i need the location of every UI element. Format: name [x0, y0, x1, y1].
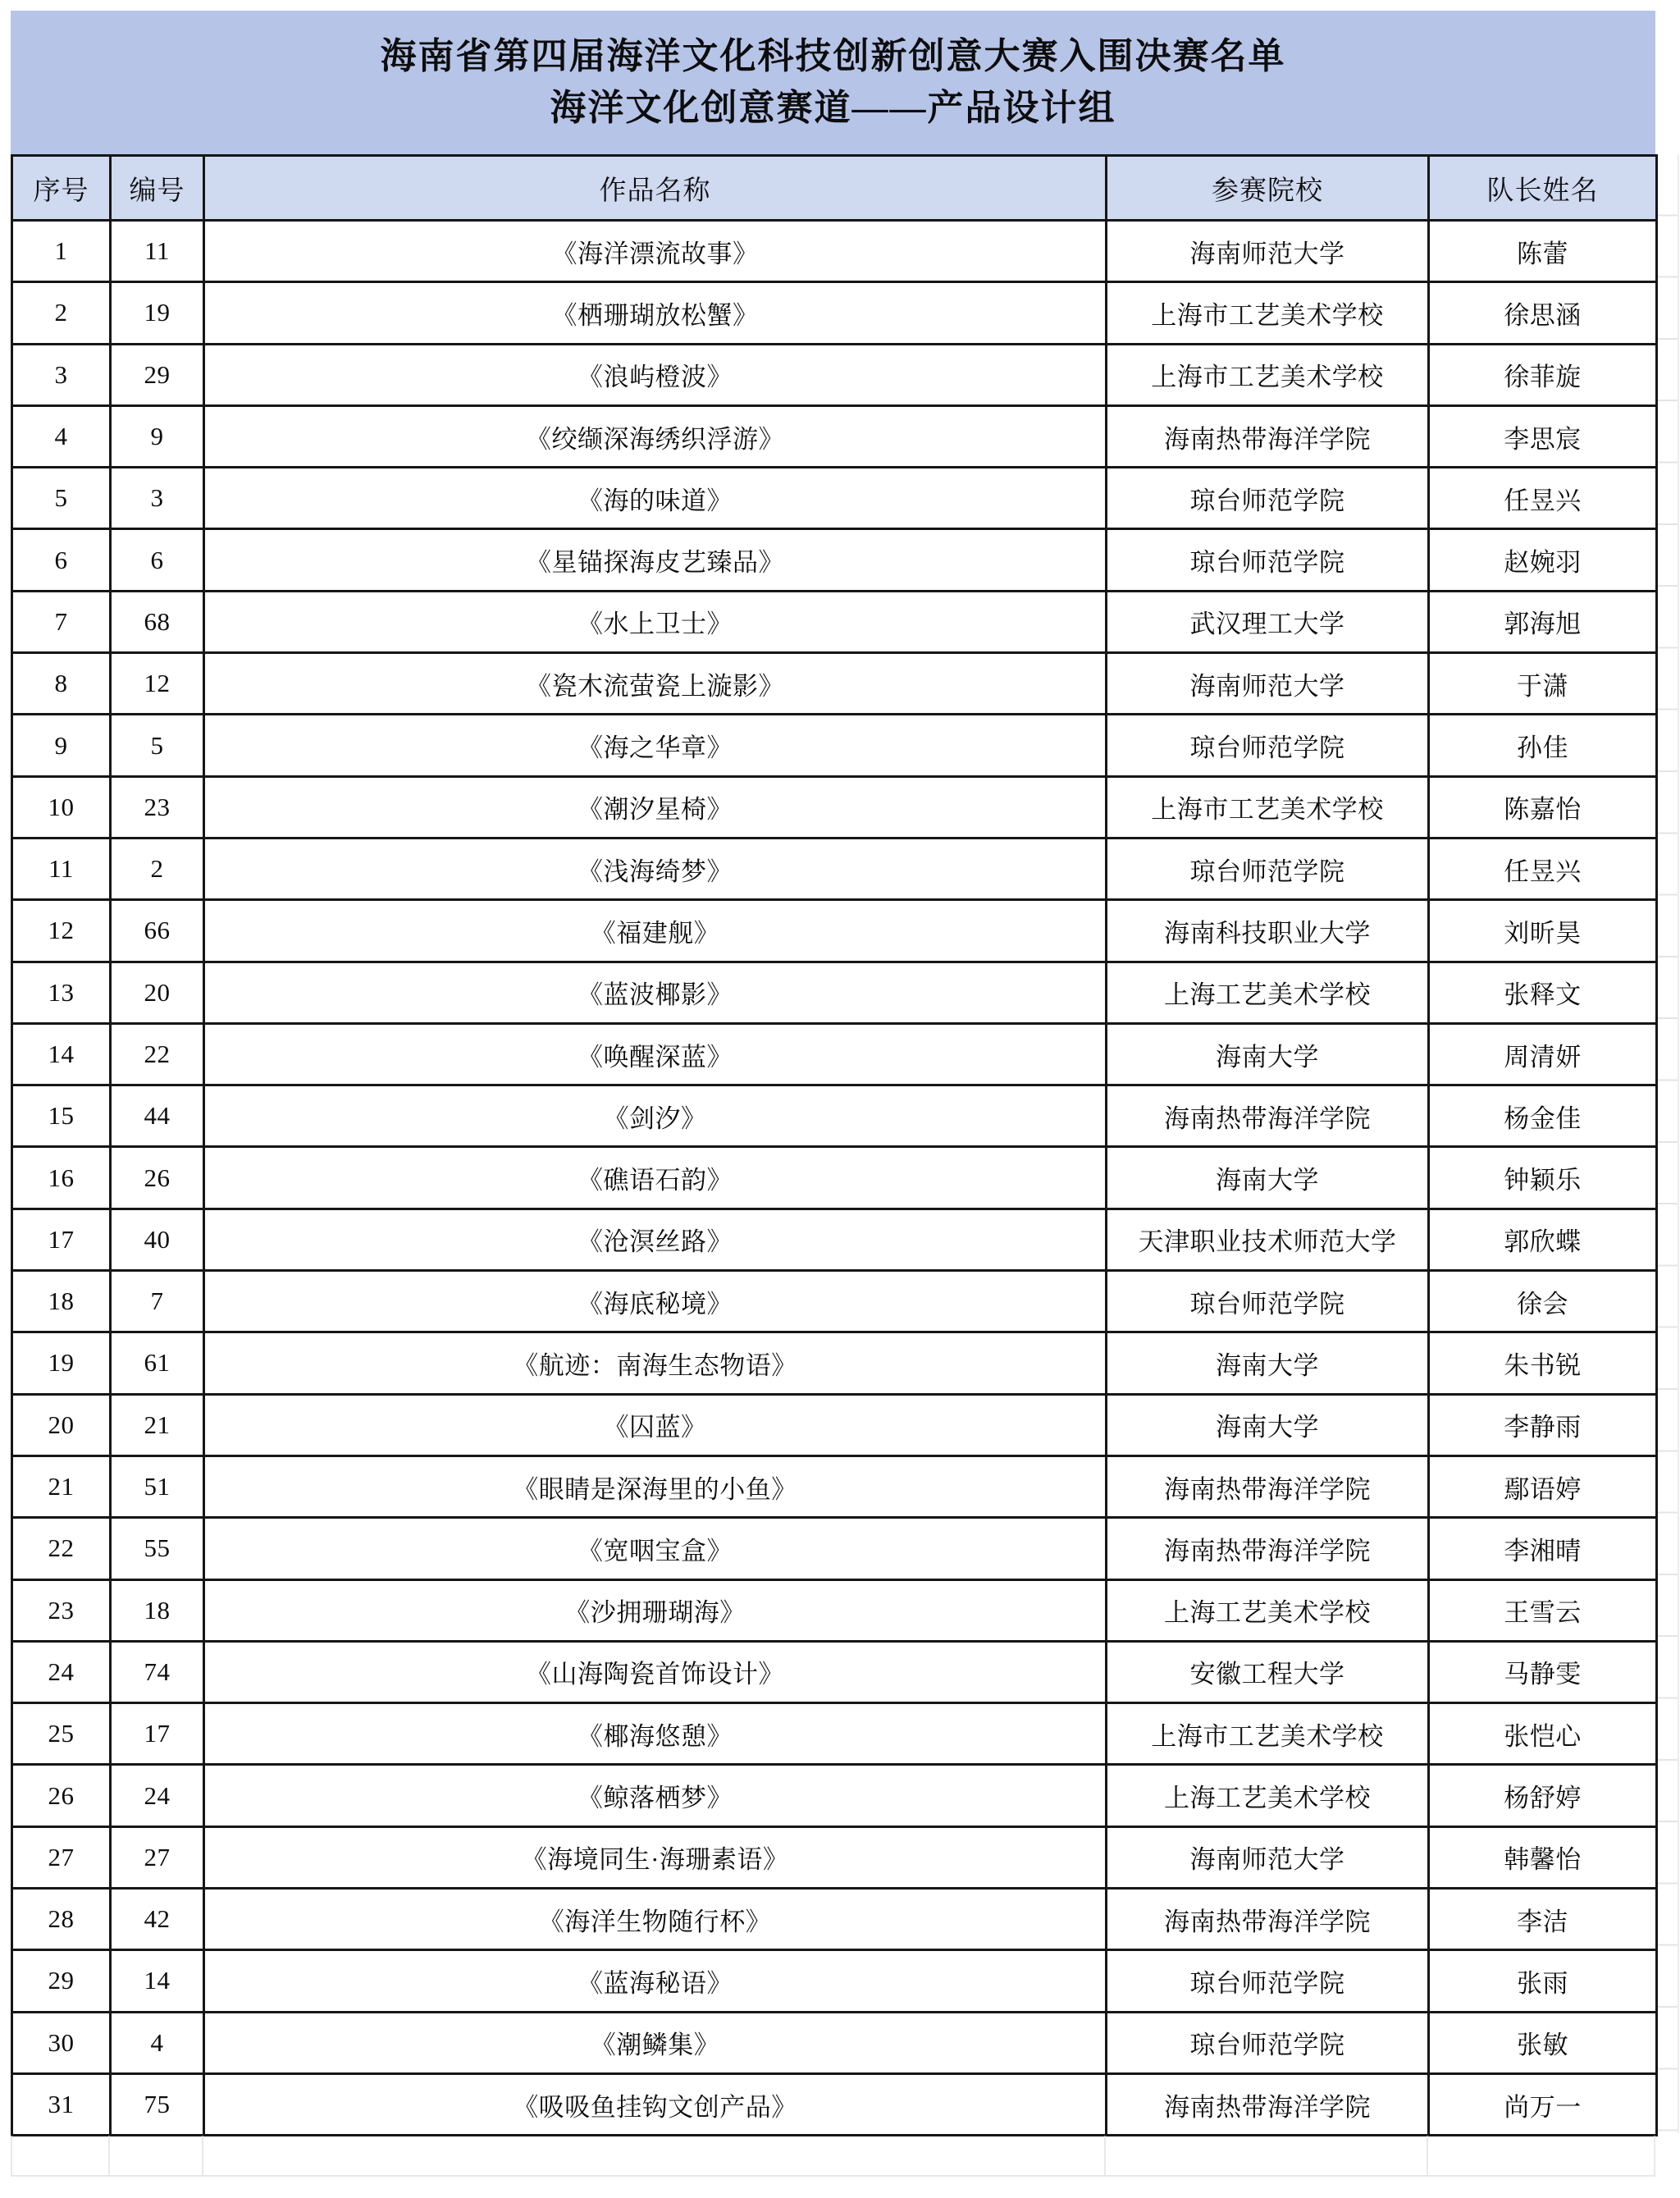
cell-code: 19: [111, 282, 204, 344]
cell-work: 《剑汐》: [204, 1085, 1107, 1147]
cell-captain: 马静雯: [1429, 1641, 1657, 1702]
cell-code: 5: [111, 715, 204, 776]
cell-captain: 钟颖乐: [1429, 1147, 1657, 1209]
cell-seq: 30: [12, 2012, 111, 2073]
cell-seq: 6: [12, 529, 111, 591]
cell-captain: 赵婉羽: [1429, 529, 1657, 591]
cell-code: 66: [111, 900, 204, 962]
cell-captain: 任昱兴: [1429, 468, 1657, 529]
cell-school: 海南热带海洋学院: [1107, 1455, 1429, 1517]
cell-code: 17: [111, 1703, 204, 1765]
cell-captain: 张雨: [1429, 1950, 1657, 2012]
cell-seq: 10: [12, 776, 111, 838]
table-row: [12, 715, 1657, 776]
cell-work: 《唤醒深蓝》: [204, 1023, 1107, 1085]
cell-school: 海南热带海洋学院: [1107, 1889, 1429, 1950]
cell-code: 12: [111, 653, 204, 715]
cell-seq: 16: [12, 1147, 111, 1209]
cell-work: 《海的味道》: [204, 468, 1107, 529]
cell-captain: 李湘晴: [1429, 1518, 1657, 1579]
cell-code: 29: [111, 344, 204, 405]
cell-seq: 29: [12, 1950, 111, 2012]
cell-captain: 鄢语婷: [1429, 1455, 1657, 1517]
cell-code: 23: [111, 776, 204, 838]
cell-school: 上海市工艺美术学校: [1107, 282, 1429, 344]
cell-seq: 31: [12, 2073, 111, 2135]
table-row: [12, 1889, 1657, 1950]
cell-code: 24: [111, 1765, 204, 1826]
cell-seq: 11: [12, 838, 111, 899]
ghost-gridline: [1654, 2136, 1655, 2175]
cell-code: 42: [111, 1889, 204, 1950]
cell-school: 上海工艺美术学校: [1107, 962, 1429, 1023]
cell-work: 《海境同生·海珊素语》: [204, 1826, 1107, 1888]
cell-seq: 24: [12, 1641, 111, 1702]
table-row: [12, 1455, 1657, 1517]
cell-code: 11: [111, 221, 204, 282]
cell-seq: 19: [12, 1332, 111, 1394]
cell-school: 天津职业技术师范大学: [1107, 1209, 1429, 1270]
cell-school: 海南热带海洋学院: [1107, 405, 1429, 467]
ghost-gridline: [1104, 2136, 1106, 2175]
cell-captain: 陈嘉怡: [1429, 776, 1657, 838]
cell-work: 《蓝波椰影》: [204, 962, 1107, 1023]
page-title-line2: 海洋文化创意赛道——产品设计组: [550, 87, 1116, 128]
cell-school: 安徽工程大学: [1107, 1641, 1429, 1702]
cell-seq: 27: [12, 1826, 111, 1888]
page-title-line1: 海南省第四届海洋文化科技创新创意大赛入围决赛名单: [380, 36, 1286, 77]
table-row: [12, 1332, 1657, 1394]
cell-code: 9: [111, 405, 204, 467]
cell-seq: 23: [12, 1579, 111, 1641]
table-row: [12, 900, 1657, 962]
cell-work: 《绞缬深海绣织浮游》: [204, 405, 1107, 467]
cell-seq: 12: [12, 900, 111, 962]
cell-captain: 张敏: [1429, 2012, 1657, 2073]
cell-captain: 于潇: [1429, 653, 1657, 715]
cell-seq: 21: [12, 1455, 111, 1517]
cell-work: 《眼睛是深海里的小鱼》: [204, 1455, 1107, 1517]
cell-work: 《瓷木流萤瓷上漩影》: [204, 653, 1107, 715]
cell-school: 琼台师范学院: [1107, 529, 1429, 591]
table-row: [12, 1518, 1657, 1579]
cell-code: 68: [111, 591, 204, 652]
cell-code: 2: [111, 838, 204, 899]
cell-work: 《福建舰》: [204, 900, 1107, 962]
cell-code: 75: [111, 2073, 204, 2135]
table-row: [12, 653, 1657, 715]
cell-school: 海南师范大学: [1107, 1826, 1429, 1888]
cell-school: 上海市工艺美术学校: [1107, 344, 1429, 405]
cell-captain: 刘昕昊: [1429, 900, 1657, 962]
cell-work: 《沧溟丝路》: [204, 1209, 1107, 1270]
spreadsheet-right-sliver: [1658, 154, 1679, 2133]
cell-seq: 28: [12, 1889, 111, 1950]
cell-work: 《椰海悠憩》: [204, 1703, 1107, 1765]
cell-captain: 陈蕾: [1429, 221, 1657, 282]
cell-school: 琼台师范学院: [1107, 715, 1429, 776]
table-row: [12, 1394, 1657, 1455]
table-row: [12, 405, 1657, 467]
cell-work: 《潮汐星椅》: [204, 776, 1107, 838]
table-row: [12, 529, 1657, 591]
cell-work: 《蓝海秘语》: [204, 1950, 1107, 2012]
cell-captain: 任昱兴: [1429, 838, 1657, 899]
cell-school: 海南师范大学: [1107, 653, 1429, 715]
cell-captain: 李洁: [1429, 1889, 1657, 1950]
cell-code: 51: [111, 1455, 204, 1517]
cell-captain: 徐菲旋: [1429, 344, 1657, 405]
cell-work: 《礁语石韵》: [204, 1147, 1107, 1209]
cell-seq: 13: [12, 962, 111, 1023]
cell-code: 7: [111, 1271, 204, 1332]
cell-work: 《沙拥珊瑚海》: [204, 1579, 1107, 1641]
table-row: [12, 1703, 1657, 1765]
cell-work: 《囚蓝》: [204, 1394, 1107, 1455]
cell-code: 14: [111, 1950, 204, 2012]
cell-school: 琼台师范学院: [1107, 468, 1429, 529]
cell-work: 《海洋漂流故事》: [204, 221, 1107, 282]
cell-seq: 20: [12, 1394, 111, 1455]
cell-captain: 郭海旭: [1429, 591, 1657, 652]
cell-captain: 朱书锐: [1429, 1332, 1657, 1394]
table-row: [12, 1271, 1657, 1332]
cell-school: 琼台师范学院: [1107, 2012, 1429, 2073]
table-row: [12, 221, 1657, 282]
cell-school: 上海工艺美术学校: [1107, 1579, 1429, 1641]
cell-school: 海南大学: [1107, 1147, 1429, 1209]
cell-captain: 周清妍: [1429, 1023, 1657, 1085]
table-row: [12, 962, 1657, 1023]
ghost-gridline: [108, 2136, 110, 2175]
column-header-work: 作品名称: [204, 156, 1107, 221]
cell-school: 武汉理工大学: [1107, 591, 1429, 652]
cell-school: 琼台师范学院: [1107, 1271, 1429, 1332]
cell-school: 海南热带海洋学院: [1107, 1518, 1429, 1579]
cell-work: 《浅海绮梦》: [204, 838, 1107, 899]
ghost-gridline: [202, 2136, 203, 2175]
table-row: [12, 838, 1657, 899]
cell-seq: 26: [12, 1765, 111, 1826]
cell-captain: 孙佳: [1429, 715, 1657, 776]
cell-captain: 杨金佳: [1429, 1085, 1657, 1147]
cell-code: 74: [111, 1641, 204, 1702]
cell-captain: 杨舒婷: [1429, 1765, 1657, 1826]
cell-code: 44: [111, 1085, 204, 1147]
cell-work: 《水上卫士》: [204, 591, 1107, 652]
table-row: [12, 468, 1657, 529]
cell-school: 海南大学: [1107, 1394, 1429, 1455]
cell-seq: 9: [12, 715, 111, 776]
cell-captain: 王雪云: [1429, 1579, 1657, 1641]
cell-work: 《海洋生物随行杯》: [204, 1889, 1107, 1950]
table-row: [12, 776, 1657, 838]
cell-seq: 17: [12, 1209, 111, 1270]
cell-captain: 徐思涵: [1429, 282, 1657, 344]
table-row: [12, 1950, 1657, 2012]
cell-code: 40: [111, 1209, 204, 1270]
cell-captain: 尚万一: [1429, 2073, 1657, 2135]
table-row: [12, 1826, 1657, 1888]
cell-seq: 1: [12, 221, 111, 282]
table-body: [12, 221, 1657, 2136]
cell-school: 琼台师范学院: [1107, 838, 1429, 899]
title-banner: [11, 11, 1655, 154]
cell-work: 《山海陶瓷首饰设计》: [204, 1641, 1107, 1702]
cell-code: 4: [111, 2012, 204, 2073]
cell-code: 21: [111, 1394, 204, 1455]
cell-school: 上海工艺美术学校: [1107, 1765, 1429, 1826]
cell-captain: 韩馨怡: [1429, 1826, 1657, 1888]
cell-code: 20: [111, 962, 204, 1023]
table-row: [12, 1765, 1657, 1826]
cell-code: 18: [111, 1579, 204, 1641]
cell-seq: 7: [12, 591, 111, 652]
table-row: [12, 591, 1657, 652]
table-row: [12, 2073, 1657, 2135]
table-row: [12, 1579, 1657, 1641]
table-row: [12, 1147, 1657, 1209]
column-header-seq: 序号: [12, 156, 111, 221]
cell-captain: 徐会: [1429, 1271, 1657, 1332]
cell-work: 《星锚探海皮艺臻品》: [204, 529, 1107, 591]
cell-seq: 25: [12, 1703, 111, 1765]
column-header-school: 参赛院校: [1107, 156, 1429, 221]
table-row: [12, 1209, 1657, 1270]
cell-seq: 22: [12, 1518, 111, 1579]
header-row: [12, 156, 1657, 221]
cell-captain: 郭欣蝶: [1429, 1209, 1657, 1270]
cell-code: 22: [111, 1023, 204, 1085]
table-row: [12, 1641, 1657, 1702]
table-row: [12, 1085, 1657, 1147]
cell-seq: 15: [12, 1085, 111, 1147]
cell-school: 海南科技职业大学: [1107, 900, 1429, 962]
finalist-table: [11, 154, 1658, 2136]
table-header: [12, 156, 1657, 221]
table-row: [12, 1023, 1657, 1085]
cell-code: 61: [111, 1332, 204, 1394]
cell-seq: 14: [12, 1023, 111, 1085]
cell-code: 55: [111, 1518, 204, 1579]
cell-seq: 18: [12, 1271, 111, 1332]
column-header-captain: 队长姓名: [1429, 156, 1657, 221]
cell-seq: 5: [12, 468, 111, 529]
cell-school: 海南大学: [1107, 1023, 1429, 1085]
cell-code: 26: [111, 1147, 204, 1209]
cell-code: 6: [111, 529, 204, 591]
cell-captain: 张释文: [1429, 962, 1657, 1023]
cell-seq: 3: [12, 344, 111, 405]
cell-work: 《鲸落栖梦》: [204, 1765, 1107, 1826]
ghost-gridline: [1427, 2136, 1428, 2175]
cell-work: 《浪屿橙波》: [204, 344, 1107, 405]
cell-work: 《宽咽宝盒》: [204, 1518, 1107, 1579]
cell-work: 《潮鳞集》: [204, 2012, 1107, 2073]
empty-ghost-row: [11, 2136, 1655, 2177]
cell-work: 《栖珊瑚放松蟹》: [204, 282, 1107, 344]
cell-school: 海南师范大学: [1107, 221, 1429, 282]
ghost-gridline: [11, 2136, 12, 2175]
cell-seq: 2: [12, 282, 111, 344]
cell-seq: 8: [12, 653, 111, 715]
cell-school: 上海市工艺美术学校: [1107, 1703, 1429, 1765]
cell-work: 《海之华章》: [204, 715, 1107, 776]
cell-captain: 李思宸: [1429, 405, 1657, 467]
cell-school: 海南热带海洋学院: [1107, 2073, 1429, 2135]
table-row: [12, 2012, 1657, 2073]
table-row: [12, 344, 1657, 405]
cell-school: 上海市工艺美术学校: [1107, 776, 1429, 838]
cell-seq: 4: [12, 405, 111, 467]
cell-school: 海南热带海洋学院: [1107, 1085, 1429, 1147]
cell-captain: 张恺心: [1429, 1703, 1657, 1765]
cell-work: 《航迹：南海生态物语》: [204, 1332, 1107, 1394]
table-row: [12, 282, 1657, 344]
cell-work: 《吸吸鱼挂钩文创产品》: [204, 2073, 1107, 2135]
cell-school: 海南大学: [1107, 1332, 1429, 1394]
column-header-code: 编号: [111, 156, 204, 221]
cell-school: 琼台师范学院: [1107, 1950, 1429, 2012]
cell-work: 《海底秘境》: [204, 1271, 1107, 1332]
cell-code: 3: [111, 468, 204, 529]
cell-code: 27: [111, 1826, 204, 1888]
cell-captain: 李静雨: [1429, 1394, 1657, 1455]
